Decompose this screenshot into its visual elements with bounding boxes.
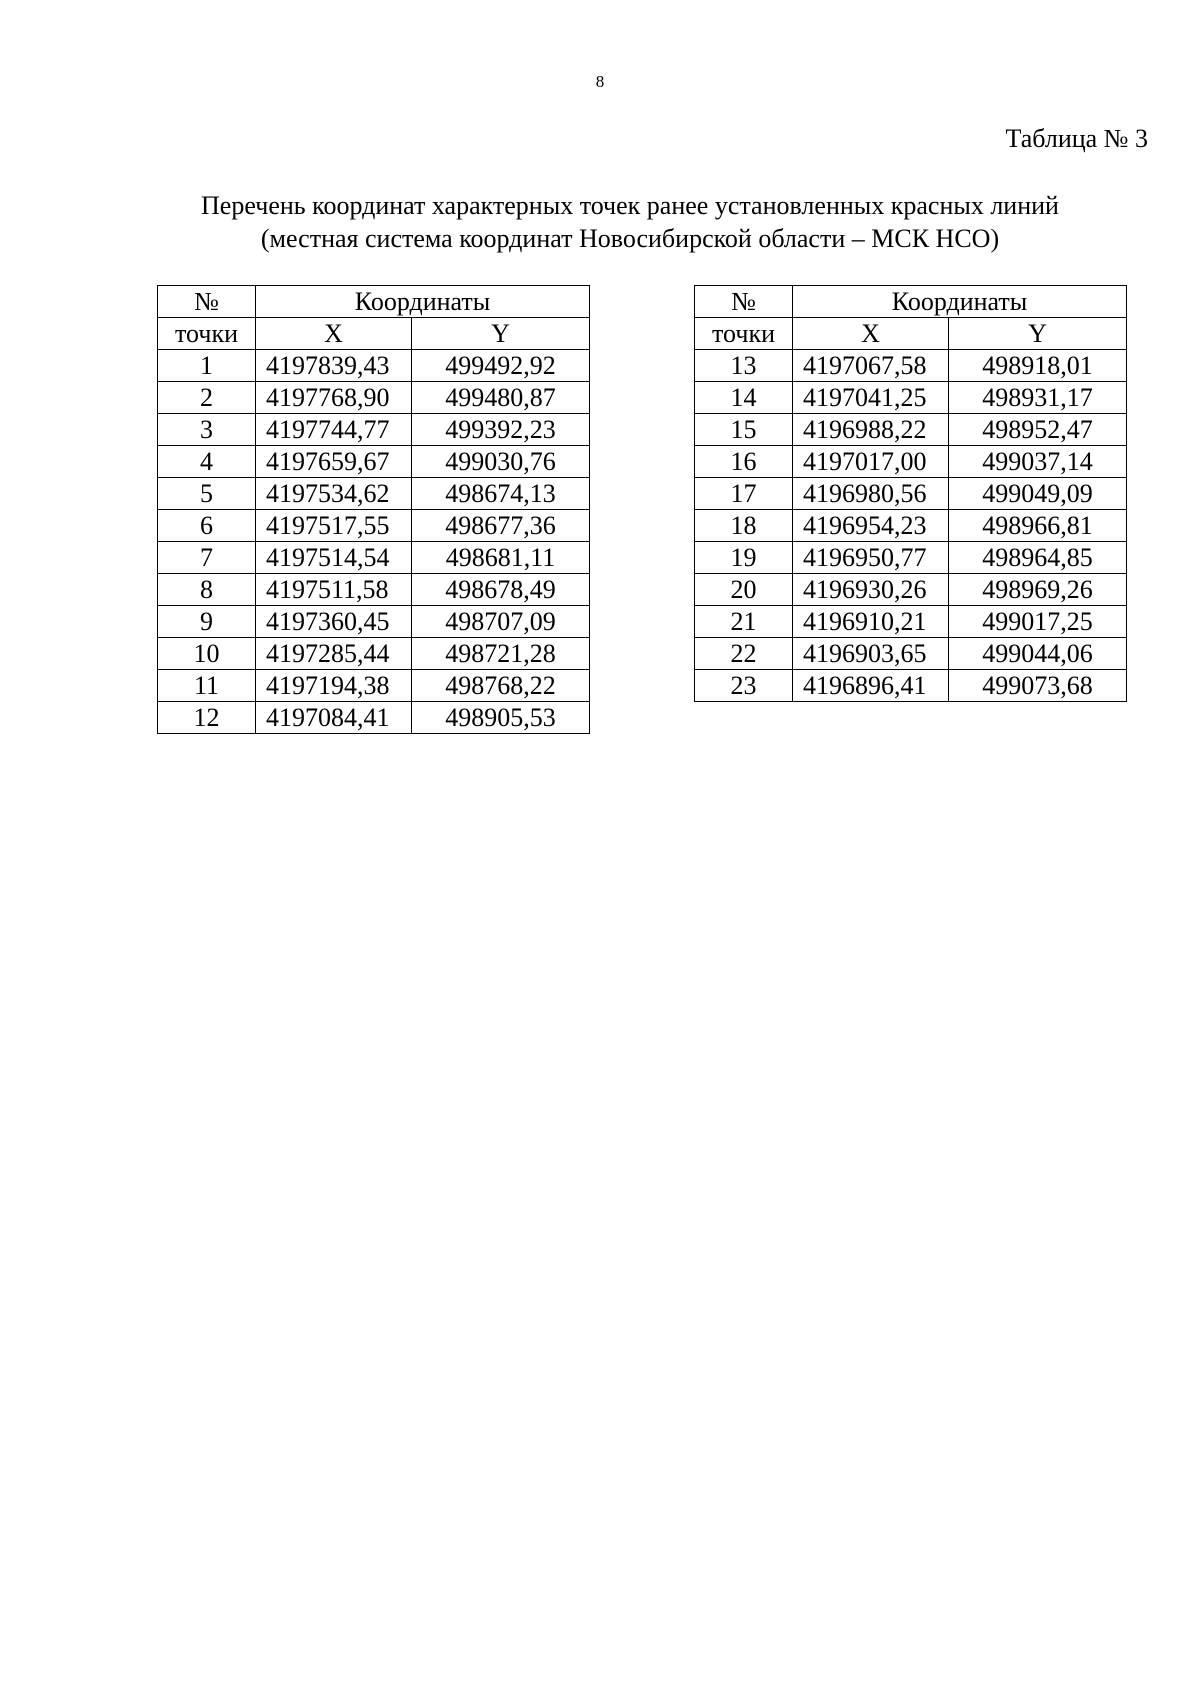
- x-coordinate-cell: 4196930,26: [793, 574, 949, 606]
- x-coordinate-cell: 4196988,22: [793, 414, 949, 446]
- table-row: [158, 350, 590, 382]
- point-number-cell: 11: [158, 670, 256, 702]
- table-row: [158, 606, 590, 638]
- x-coordinate-cell: 4196950,77: [793, 542, 949, 574]
- header-coordinates: Координаты: [256, 286, 590, 318]
- header-row-top: [158, 286, 590, 318]
- title-line-1: Перечень координат характерных точек ранее установленных красных линий: [201, 191, 1059, 220]
- x-coordinate-cell: 4197659,67: [256, 446, 412, 478]
- point-number-cell: 10: [158, 638, 256, 670]
- table-row: [158, 670, 590, 702]
- x-coordinate-cell: 4196910,21: [793, 606, 949, 638]
- table-row: [158, 446, 590, 478]
- header-coordinates: Координаты: [793, 286, 1127, 318]
- point-number-cell: 18: [695, 510, 793, 542]
- x-coordinate-cell: 4197839,43: [256, 350, 412, 382]
- x-coordinate-cell: 4197041,25: [793, 382, 949, 414]
- x-coordinate-cell: 4197067,58: [793, 350, 949, 382]
- y-coordinate-cell: 499480,87: [412, 382, 590, 414]
- table-row: [695, 670, 1127, 702]
- y-coordinate-cell: 499037,14: [949, 446, 1127, 478]
- x-coordinate-cell: 4197768,90: [256, 382, 412, 414]
- y-coordinate-cell: 499017,25: [949, 606, 1127, 638]
- table-row: [158, 638, 590, 670]
- table-row: [695, 574, 1127, 606]
- x-coordinate-cell: 4196896,41: [793, 670, 949, 702]
- x-coordinate-cell: 4197017,00: [793, 446, 949, 478]
- y-coordinate-cell: 498707,09: [412, 606, 590, 638]
- header-point-number: №: [158, 286, 256, 318]
- table-label: Таблица № 3: [1005, 124, 1148, 153]
- table-row: [695, 542, 1127, 574]
- point-number-cell: 21: [695, 606, 793, 638]
- y-coordinate-cell: 499392,23: [412, 414, 590, 446]
- header-point-number: №: [695, 286, 793, 318]
- y-coordinate-cell: 499049,09: [949, 478, 1127, 510]
- y-coordinate-cell: 499492,92: [412, 350, 590, 382]
- x-coordinate-cell: 4197194,38: [256, 670, 412, 702]
- y-coordinate-cell: 498674,13: [412, 478, 590, 510]
- table-body-right: [695, 350, 1127, 702]
- point-number-cell: 15: [695, 414, 793, 446]
- header-y: Y: [412, 318, 590, 350]
- coordinates-table-left: [157, 285, 590, 734]
- point-number-cell: 4: [158, 446, 256, 478]
- table-row: [695, 606, 1127, 638]
- y-coordinate-cell: 498966,81: [949, 510, 1127, 542]
- point-number-cell: 16: [695, 446, 793, 478]
- header-row-bottom: [158, 318, 590, 350]
- x-coordinate-cell: 4197514,54: [256, 542, 412, 574]
- table-row: [158, 382, 590, 414]
- point-number-cell: 20: [695, 574, 793, 606]
- x-coordinate-cell: 4196954,23: [793, 510, 949, 542]
- point-number-cell: 7: [158, 542, 256, 574]
- table-row: [158, 702, 590, 734]
- coordinates-table-right: [694, 285, 1127, 702]
- y-coordinate-cell: 498952,47: [949, 414, 1127, 446]
- x-coordinate-cell: 4197744,77: [256, 414, 412, 446]
- y-coordinate-cell: 499044,06: [949, 638, 1127, 670]
- point-number-cell: 22: [695, 638, 793, 670]
- header-point-label: точки: [695, 318, 793, 350]
- document-title: [110, 189, 1150, 255]
- point-number-cell: 12: [158, 702, 256, 734]
- header-point-label: точки: [158, 318, 256, 350]
- title-line-2: (местная система координат Новосибирской области – МСК НСО): [260, 224, 1000, 253]
- page-number: 8: [595, 72, 605, 91]
- point-number-cell: 6: [158, 510, 256, 542]
- point-number-cell: 3: [158, 414, 256, 446]
- x-coordinate-cell: 4196980,56: [793, 478, 949, 510]
- x-coordinate-cell: 4197360,45: [256, 606, 412, 638]
- y-coordinate-cell: 498969,26: [949, 574, 1127, 606]
- header-x: X: [256, 318, 412, 350]
- table-row: [695, 382, 1127, 414]
- y-coordinate-cell: 499030,76: [412, 446, 590, 478]
- point-number-cell: 8: [158, 574, 256, 606]
- x-coordinate-cell: 4197084,41: [256, 702, 412, 734]
- table-row: [158, 478, 590, 510]
- y-coordinate-cell: 498918,01: [949, 350, 1127, 382]
- header-row-bottom: [695, 318, 1127, 350]
- header-row-top: [695, 286, 1127, 318]
- x-coordinate-cell: 4197517,55: [256, 510, 412, 542]
- x-coordinate-cell: 4196903,65: [793, 638, 949, 670]
- x-coordinate-cell: 4197285,44: [256, 638, 412, 670]
- table-row: [158, 542, 590, 574]
- y-coordinate-cell: 498768,22: [412, 670, 590, 702]
- y-coordinate-cell: 499073,68: [949, 670, 1127, 702]
- point-number-cell: 17: [695, 478, 793, 510]
- y-coordinate-cell: 498964,85: [949, 542, 1127, 574]
- table-body-left: [158, 350, 590, 734]
- point-number-cell: 14: [695, 382, 793, 414]
- table-row: [158, 510, 590, 542]
- header-x: X: [793, 318, 949, 350]
- y-coordinate-cell: 498905,53: [412, 702, 590, 734]
- x-coordinate-cell: 4197534,62: [256, 478, 412, 510]
- y-coordinate-cell: 498677,36: [412, 510, 590, 542]
- point-number-cell: 9: [158, 606, 256, 638]
- table-row: [695, 510, 1127, 542]
- table-row: [695, 638, 1127, 670]
- point-number-cell: 1: [158, 350, 256, 382]
- y-coordinate-cell: 498678,49: [412, 574, 590, 606]
- table-row: [695, 478, 1127, 510]
- point-number-cell: 19: [695, 542, 793, 574]
- point-number-cell: 23: [695, 670, 793, 702]
- point-number-cell: 5: [158, 478, 256, 510]
- table-row: [158, 574, 590, 606]
- table-row: [695, 414, 1127, 446]
- point-number-cell: 13: [695, 350, 793, 382]
- table-row: [695, 350, 1127, 382]
- header-y: Y: [949, 318, 1127, 350]
- table-row: [158, 414, 590, 446]
- y-coordinate-cell: 498721,28: [412, 638, 590, 670]
- table-row: [695, 446, 1127, 478]
- y-coordinate-cell: 498681,11: [412, 542, 590, 574]
- point-number-cell: 2: [158, 382, 256, 414]
- y-coordinate-cell: 498931,17: [949, 382, 1127, 414]
- x-coordinate-cell: 4197511,58: [256, 574, 412, 606]
